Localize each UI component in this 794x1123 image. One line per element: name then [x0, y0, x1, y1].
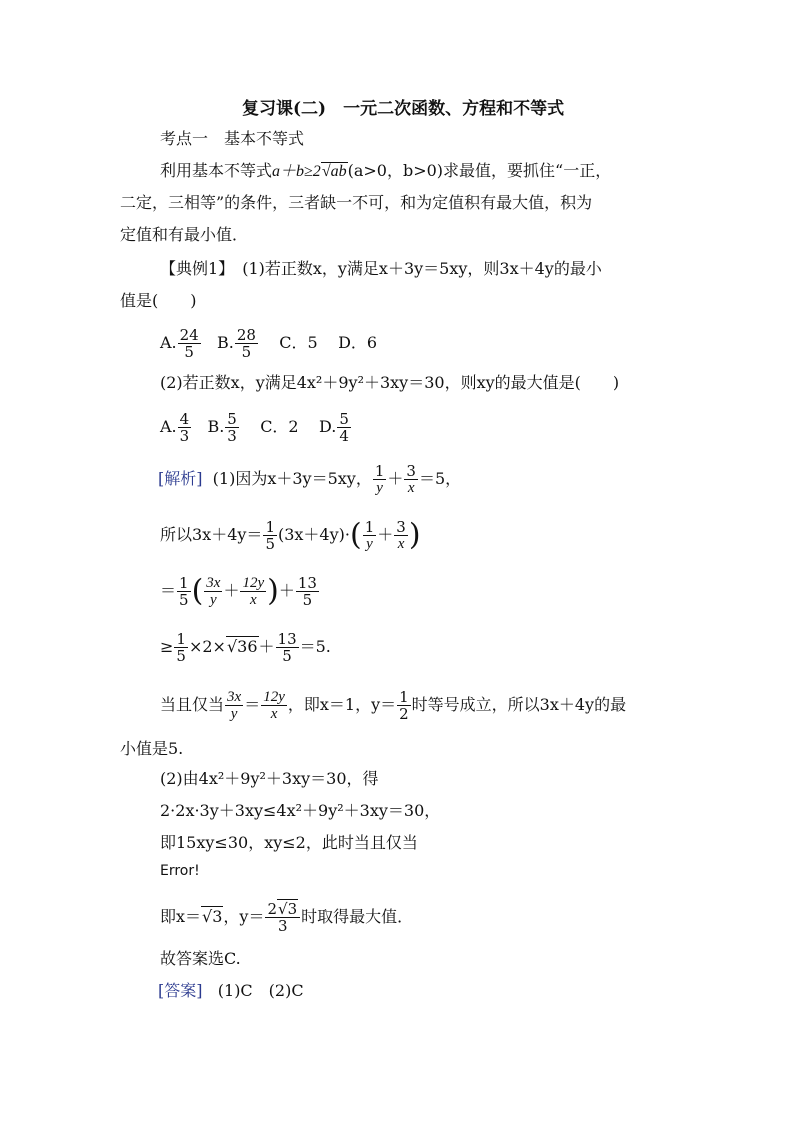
answer-line	[158, 978, 304, 1004]
fraction: $\frac{3}{x}$	[396, 518, 406, 552]
intro-line-1	[160, 158, 611, 185]
fraction: $\frac{1}{2}$	[399, 688, 409, 723]
fraction: $\frac{1}{y}$	[364, 518, 375, 552]
solution-text-1: (1)因为x＋3y＝5xy，	[212, 469, 372, 488]
fraction: $\frac{13}{5}$	[297, 574, 317, 609]
question-1-options	[160, 326, 377, 360]
intro-radicand: ab	[330, 163, 347, 180]
solution-line-6: 小值是5.	[120, 739, 184, 758]
solution-text-5: 当且仅当	[160, 695, 225, 714]
intro-prefix: 利用基本不等式	[160, 161, 273, 180]
example-label: 【典例1】	[160, 259, 227, 278]
option-b-fraction: $\frac{28}{5}$	[236, 326, 256, 361]
solution-text-4: ≥	[160, 637, 174, 656]
option-d: D.	[318, 417, 337, 436]
option-c: C．5	[279, 333, 318, 352]
fraction: $\frac{12y}{x}$	[263, 689, 285, 722]
section-heading: 考点一 基本不等式	[160, 129, 305, 148]
solution-text-5-end: 时等号成立，所以3x＋4y的最	[411, 695, 627, 714]
fraction: $\frac{3}{x}$	[406, 462, 416, 496]
answer-label: [答案]	[158, 981, 203, 1000]
intro-radical: √ab	[321, 163, 347, 180]
solution-line-5: 当且仅当 $\frac{3x}{y}$ ＝ $\frac{12y}{x}$ ，即x＝1，y＝ $\frac{1}{2}$ 时等号成立，所以3x＋4y的最	[160, 688, 627, 723]
intro-line-3: 定值和有最小值．	[120, 225, 249, 244]
question-2-options	[160, 410, 352, 444]
fraction: $\frac{2√3}{3}$	[265, 901, 300, 934]
question-2: (2)若正数x，y满足4x²＋9y²＋3xy＝30，则xy的最大值是( )	[160, 373, 620, 392]
solution-text-2-mid: (3x＋4y)·	[277, 525, 350, 544]
solution-text-5-mid: ，即x＝1，y＝	[287, 695, 397, 714]
intro-line-2: 二定，三相等”的条件，三者缺一不可，和为定值积有最大值，积为	[120, 193, 593, 212]
option-b: B.	[207, 417, 225, 436]
part2-text-5: 即x＝	[160, 907, 202, 926]
option-a: A.	[160, 417, 177, 436]
solution-line-2: 所以3x＋4y＝ $\frac{1}{5}$ (3x＋4y)·( $\frac{1}{y}$ ＋ $\frac{3}{x}$ )	[160, 517, 421, 553]
intro-formula: a＋b≥2	[272, 163, 321, 180]
part2-line-6: 故答案选C.	[160, 949, 241, 968]
example-line-1	[160, 256, 602, 282]
fraction: $\frac{1}{5}$	[265, 518, 275, 553]
intro-condition: (a>0，b>0)	[347, 161, 444, 180]
solution-line-1: [解析] (1)因为x＋3y＝5xy， $\frac{1}{y}$ ＋ $\frac{3}{x}$ ＝5，	[158, 462, 462, 496]
option-a-fraction: $\frac{4}{3}$	[179, 410, 190, 445]
option-b-fraction: $\frac{5}{3}$	[227, 410, 237, 445]
radical: √36	[226, 637, 258, 656]
part2-line-3: 即15xy≤30，xy≤2，此时当且仅当	[160, 833, 418, 852]
option-a: A.	[160, 333, 177, 352]
part2-text-5-end: 时取得最大值．	[301, 907, 414, 926]
fraction: $\frac{3x}{y}$	[227, 689, 242, 722]
answer-text: (1)C (2)C	[217, 981, 304, 1000]
option-c: C．2	[260, 417, 299, 436]
intro-rest-1: 求最值，要抓住“一正，	[443, 161, 612, 180]
solution-text-4-end: ＝5.	[299, 637, 331, 656]
radical: √3	[202, 907, 223, 926]
option-d-fraction: $\frac{5}{4}$	[339, 410, 349, 445]
solution-line-4: ≥ $\frac{1}{5}$ ×2×√36＋ $\frac{13}{5}$ ＝5.	[160, 630, 331, 665]
fraction: $\frac{3x}{y}$	[206, 575, 221, 608]
solution-text-2: 所以3x＋4y＝	[160, 525, 263, 544]
part2-line-1: (2)由4x²＋9y²＋3xy＝30，得	[160, 769, 379, 788]
solution-label: [解析]	[158, 469, 203, 488]
fraction: $\frac{13}{5}$	[277, 630, 297, 665]
option-d: D．6	[338, 333, 378, 352]
part2-text-5-mid: ，y＝	[223, 907, 265, 926]
question-1-line-2: 值是( )	[120, 291, 197, 310]
fraction: $\frac{1}{5}$	[176, 630, 186, 665]
part2-line-2: 2·2x·3y＋3xy≤4x²＋9y²＋3xy＝30，	[160, 801, 441, 820]
option-a-fraction: $\frac{24}{5}$	[179, 326, 199, 361]
fraction: $\frac{1}{5}$	[179, 574, 189, 609]
error-text: Error!	[160, 863, 200, 879]
solution-text-3: ＝	[160, 581, 177, 600]
fraction: $\frac{12y}{x}$	[242, 575, 265, 608]
solution-line-3: ＝ $\frac{1}{5}$ ( $\frac{3x}{y}$ ＋ $\frac{12y}{x}$ )＋ $\frac{13}{5}$	[160, 573, 317, 609]
fraction: $\frac{1}{y}$	[374, 462, 385, 496]
part2-line-5	[160, 900, 413, 934]
solution-text-1-end: ＝5，	[418, 469, 462, 488]
question-1: (1)若正数x，y满足x＋3y＝5xy，则3x＋4y的最小	[242, 259, 602, 278]
page-title: 复习课(二) 一元二次函数、方程和不等式	[242, 99, 565, 119]
option-b: B.	[217, 333, 234, 352]
solution-text-4-mid: ×2×	[188, 637, 226, 656]
